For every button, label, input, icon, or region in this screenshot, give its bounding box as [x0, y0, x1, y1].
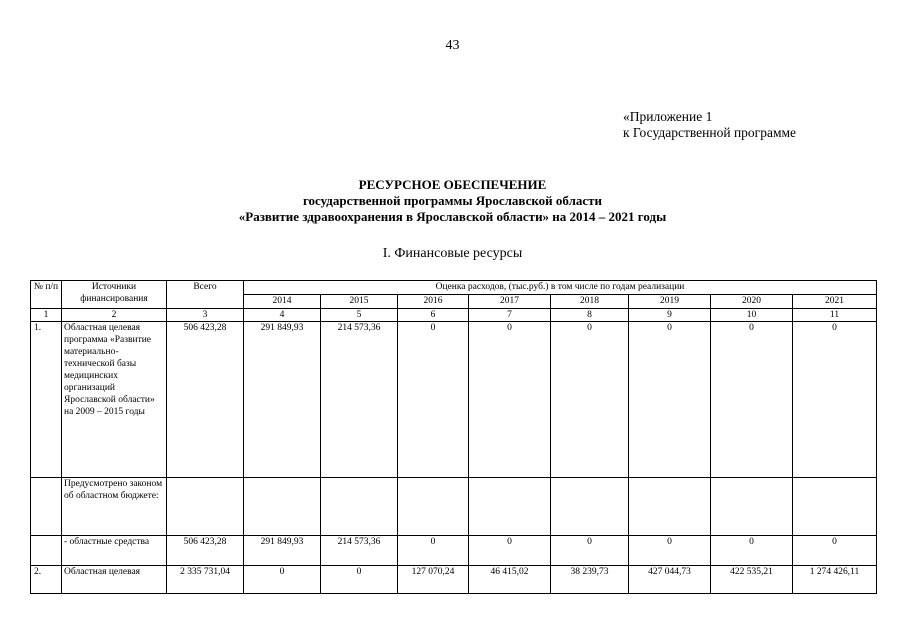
header-year: 2014 — [244, 295, 321, 309]
header-year: 2019 — [629, 295, 711, 309]
row-value: 427 044,73 — [629, 566, 711, 594]
row-value: 0 — [793, 322, 877, 478]
row-number: 1. — [31, 322, 62, 478]
row-value: 0 — [398, 536, 469, 566]
column-number: 11 — [793, 309, 877, 322]
column-number: 10 — [711, 309, 793, 322]
row-value — [398, 478, 469, 536]
table-row — [31, 322, 877, 478]
row-number — [31, 536, 62, 566]
row-value: 0 — [629, 322, 711, 478]
header-year: 2020 — [711, 295, 793, 309]
header-year: 2017 — [469, 295, 551, 309]
row-value: 291 849,93 — [244, 322, 321, 478]
column-number-row — [31, 309, 877, 322]
column-number: 4 — [244, 309, 321, 322]
row-value: 0 — [551, 536, 629, 566]
appendix-line-1: «Приложение 1 — [623, 109, 713, 124]
row-value — [551, 478, 629, 536]
table-row — [31, 536, 877, 566]
header-year: 2018 — [551, 295, 629, 309]
row-value: 291 849,93 — [244, 536, 321, 566]
financial-resources-table — [30, 280, 877, 594]
appendix-line-2: к Государственной программе — [623, 125, 797, 140]
row-value: 0 — [321, 566, 398, 594]
header-year: 2015 — [321, 295, 398, 309]
table-row — [31, 478, 877, 536]
row-value — [629, 478, 711, 536]
row-value: 422 535,21 — [711, 566, 793, 594]
heading-line-2: государственной программы Ярославской области — [302, 193, 603, 208]
row-value — [469, 478, 551, 536]
document-heading — [0, 177, 905, 225]
row-total: 506 423,28 — [167, 322, 244, 478]
row-value: 127 070,24 — [398, 566, 469, 594]
row-value: 0 — [469, 322, 551, 478]
row-total: 506 423,28 — [167, 536, 244, 566]
row-value — [793, 478, 877, 536]
row-value: 46 415,02 — [469, 566, 551, 594]
row-value: 0 — [469, 536, 551, 566]
row-value: 1 274 426,11 — [793, 566, 877, 594]
row-value — [244, 478, 321, 536]
row-total — [167, 478, 244, 536]
header-source: Источники финансирования — [62, 281, 167, 309]
row-value: 214 573,36 — [321, 536, 398, 566]
row-value: 0 — [244, 566, 321, 594]
row-value: 38 239,73 — [551, 566, 629, 594]
row-value — [711, 478, 793, 536]
heading-line-1: РЕСУРСНОЕ ОБЕСПЕЧЕНИЕ — [358, 177, 547, 192]
row-value — [321, 478, 398, 536]
row-total: 2 335 731,04 — [167, 566, 244, 594]
column-number: 7 — [469, 309, 551, 322]
column-number: 8 — [551, 309, 629, 322]
row-value: 0 — [398, 322, 469, 478]
header-total: Всего — [167, 281, 244, 309]
column-number: 3 — [167, 309, 244, 322]
appendix-note — [623, 109, 796, 141]
column-number: 6 — [398, 309, 469, 322]
table-row — [31, 566, 877, 594]
row-source: - областные средства — [62, 536, 167, 566]
row-value: 214 573,36 — [321, 322, 398, 478]
header-num: № п/п — [31, 281, 62, 309]
row-source: Предусмотрено законом об областном бюджете: — [62, 478, 167, 536]
header-estimate: Оценка расходов, (тыс.руб.) в том числе по годам реализации — [244, 281, 877, 295]
row-value: 0 — [711, 536, 793, 566]
page-number: 43 — [445, 38, 460, 53]
section-title: I. Финансовые ресурсы — [382, 246, 523, 261]
column-number: 5 — [321, 309, 398, 322]
header-year: 2021 — [793, 295, 877, 309]
row-value: 0 — [711, 322, 793, 478]
heading-line-3: «Развитие здравоохранения в Ярославской области» на 2014 – 2021 годы — [238, 209, 667, 224]
row-number — [31, 478, 62, 536]
row-source: Областная целевая программа «Развитие материально-технической базы медицинских организаций Ярославской области» на 2009 – 2015 годы — [62, 322, 167, 478]
column-number: 2 — [62, 309, 167, 322]
row-value: 0 — [793, 536, 877, 566]
column-number: 9 — [629, 309, 711, 322]
row-source: Областная целевая — [62, 566, 167, 594]
row-value: 0 — [629, 536, 711, 566]
column-number: 1 — [31, 309, 62, 322]
row-value: 0 — [551, 322, 629, 478]
header-year: 2016 — [398, 295, 469, 309]
row-number: 2. — [31, 566, 62, 594]
